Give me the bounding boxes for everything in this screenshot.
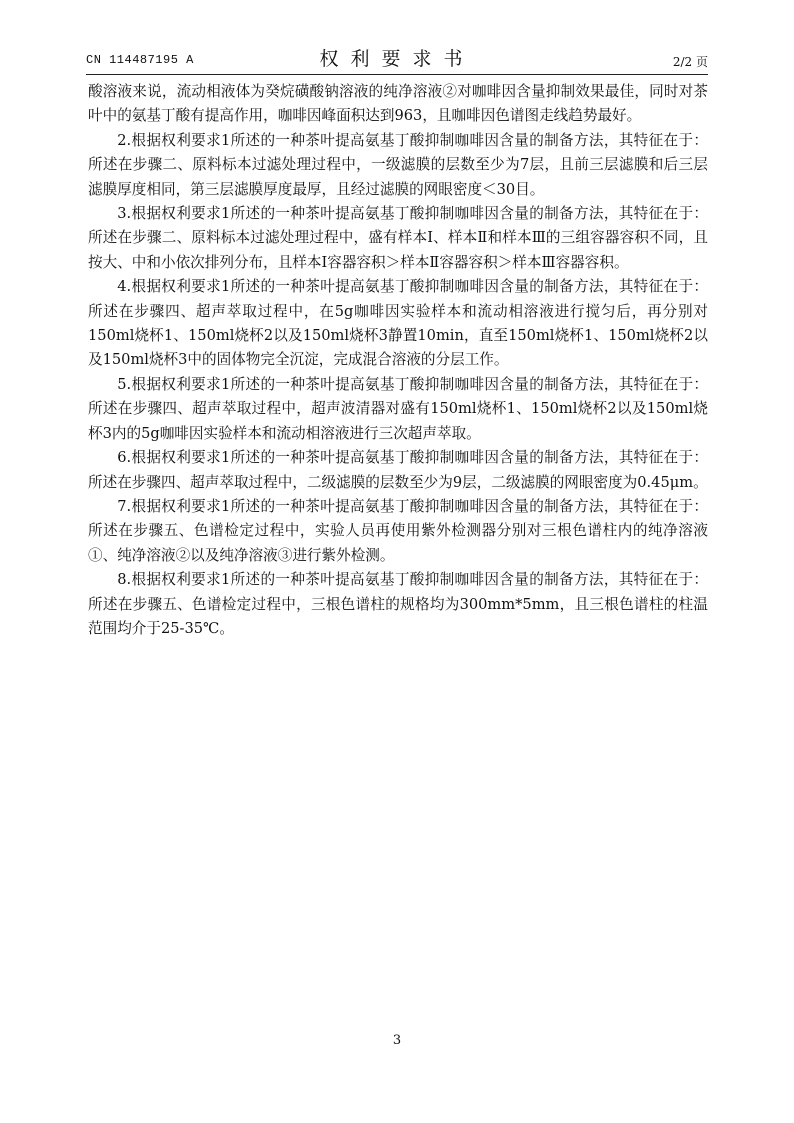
header-divider — [86, 74, 708, 75]
claim-2: 2.根据权利要求1所述的一种茶叶提高氨基丁酸抑制咖啡因含量的制备方法，其特征在于：所述在步骤二、原料标本过滤处理过程中，一级滤膜的层数至少为7层，且前三层滤膜和后三层滤膜厚度相同，第三层滤膜厚度最厚，且经过滤膜的网眼密度＜30目。 — [88, 131, 708, 198]
page-header — [86, 44, 708, 72]
page-indicator: 2/2 页 — [672, 55, 708, 69]
claim-continuation: 酸溶液来说，流动相液体为癸烷磺酸钠溶液的纯净溶液②对咖啡因含量抑制效果最佳，同时对茶叶中的氨基丁酸有提高作用，咖啡因峰面积达到963，且咖啡因色谱图走线趋势最好。 — [88, 83, 708, 125]
claim-7: 7.根据权利要求1所述的一种茶叶提高氨基丁酸抑制咖啡因含量的制备方法，其特征在于：所述在步骤五、色谱检定过程中，实验人员再使用紫外检测器分别对三根色谱柱内的纯净溶液①、纯净溶液②以及纯净溶液③进行紫外检测。 — [88, 497, 708, 564]
claim-8: 8.根据权利要求1所述的一种茶叶提高氨基丁酸抑制咖啡因含量的制备方法，其特征在于：所述在步骤五、色谱检定过程中，三根色谱柱的规格均为300mm*5mm，且三根色谱柱的柱温范围均介于25-35℃。 — [88, 571, 708, 637]
document-title: 权利要求书 — [319, 48, 475, 70]
page-number: 3 — [392, 1033, 402, 1048]
publication-number: CN 114487195 A — [86, 53, 194, 67]
claim-6: 6.根据权利要求1所述的一种茶叶提高氨基丁酸抑制咖啡因含量的制备方法，其特征在于：所述在步骤四、超声萃取过程中，二级滤膜的层数至少为9层，二级滤膜的网眼密度为0.45μm。 — [88, 449, 708, 491]
claim-4: 4.根据权利要求1所述的一种茶叶提高氨基丁酸抑制咖啡因含量的制备方法，其特征在于：所述在步骤四、超声萃取过程中，在5g咖啡因实验样本和流动相溶液进行搅匀后，再分别对150ml烧杯1、150ml烧杯2以及150ml烧杯3静置10min，直至150ml烧杯1、150ml烧杯2以及150ml烧杯3中的固体物完全沉淀，完成混合溶液的分层工作。 — [88, 278, 708, 369]
claim-3: 3.根据权利要求1所述的一种茶叶提高氨基丁酸抑制咖啡因含量的制备方法，其特征在于：所述在步骤二、原料标本过滤处理过程中，盛有样本Ⅰ、样本Ⅱ和样本Ⅲ的三组容器容积不同，且按大、中和小依次排列分布，且样本Ⅰ容器容积＞样本Ⅱ容器容积＞样本Ⅲ容器容积。 — [88, 205, 708, 271]
claim-5: 5.根据权利要求1所述的一种茶叶提高氨基丁酸抑制咖啡因含量的制备方法，其特征在于：所述在步骤四、超声萃取过程中，超声波清器对盛有150ml烧杯1、150ml烧杯2以及150ml烧杯3内的5g咖啡因实验样本和流动相溶液进行三次超声萃取。 — [88, 375, 708, 442]
claims-body — [88, 80, 708, 641]
